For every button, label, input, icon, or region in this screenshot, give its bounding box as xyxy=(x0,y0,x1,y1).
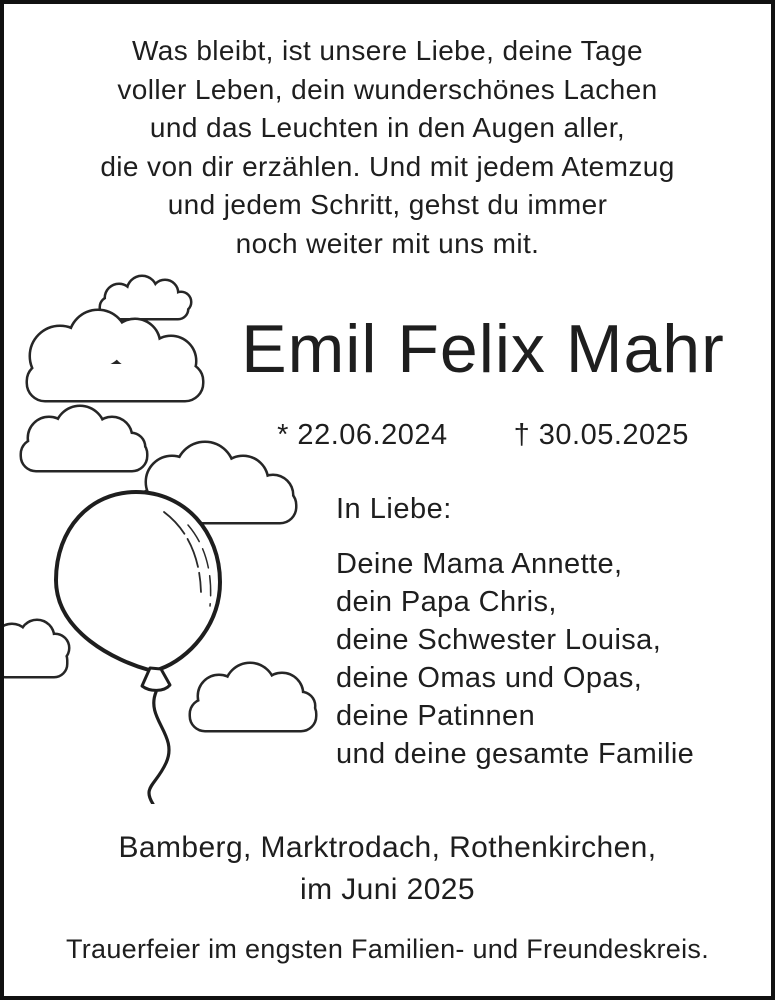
memorial-poem xyxy=(4,32,771,263)
poem-line: und jedem Schritt, gehst du immer xyxy=(167,189,608,220)
dedication-block xyxy=(336,492,694,773)
balloon-knot xyxy=(142,668,170,690)
funeral-note: Trauerfeier im engsten Familien- und Freundeskreis. xyxy=(65,934,710,964)
places-line: Bamberg, Marktrodach, Rothenkirchen, xyxy=(118,831,657,864)
poem-line: Was bleibt, ist unsere Liebe, deine Tage xyxy=(132,35,643,66)
family-line: und deine gesamte Familie xyxy=(336,738,695,770)
death-date: † 30.05.2025 xyxy=(513,419,689,451)
poem-line: und das Leuchten in den Augen aller, xyxy=(149,112,626,143)
balloon-string xyxy=(149,692,169,804)
dedication-label: In Liebe: xyxy=(336,493,452,525)
cloud-icon xyxy=(191,664,315,730)
family-list xyxy=(336,545,694,773)
cloud-icon xyxy=(4,621,68,676)
family-line: dein Papa Chris, xyxy=(336,586,557,618)
cloud-icon xyxy=(101,277,190,318)
life-dates xyxy=(202,416,764,454)
cloud-icon xyxy=(22,407,146,470)
poem-line: noch weiter mit uns mit. xyxy=(235,227,540,259)
deceased-name: Emil Felix Mahr xyxy=(241,311,725,387)
month-line: im Juni 2025 xyxy=(300,873,475,906)
balloon-icon xyxy=(56,492,220,804)
family-line: deine Schwester Louisa, xyxy=(336,624,662,656)
poem-line: die von dir erzählen. Und mit jedem Atemzug xyxy=(100,150,675,182)
birth-date: * 22.06.2024 xyxy=(277,419,448,451)
family-line: deine Omas und Opas, xyxy=(336,662,643,694)
family-line: deine Patinnen xyxy=(336,700,536,732)
cloud-icon xyxy=(28,311,202,400)
family-line: Deine Mama Annette, xyxy=(336,548,623,580)
poem-line: voller Leben, dein wunderschönes Lachen xyxy=(117,73,658,105)
